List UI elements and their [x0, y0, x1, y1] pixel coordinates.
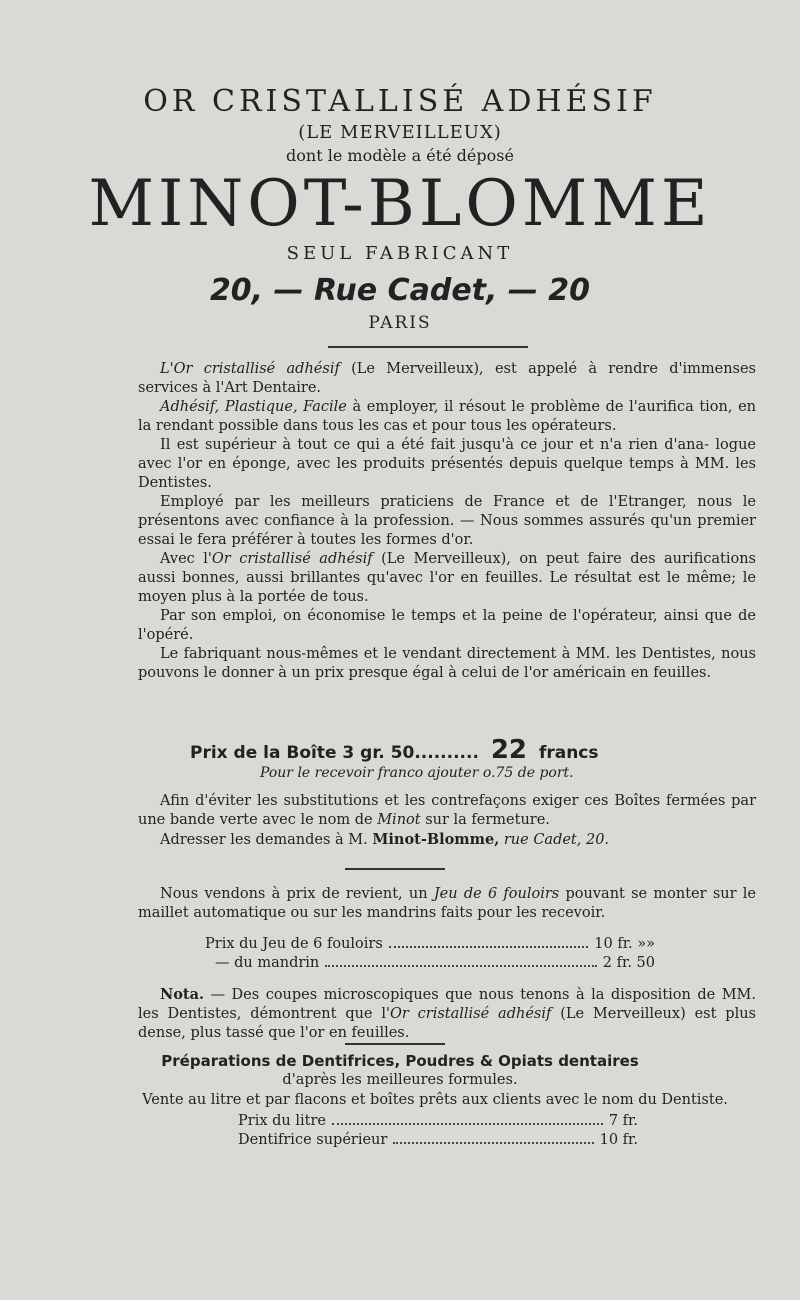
emphasis: rue Cadet, 20. [499, 832, 610, 848]
intro-section [138, 360, 756, 683]
row-price: 7 fr. [608, 1113, 638, 1129]
leader-dots [389, 935, 588, 948]
emphasis: Adhésif, Plastique, Facile [160, 399, 347, 415]
emphasis: Or cristallisé adhésif [211, 551, 373, 567]
paragraph [138, 985, 756, 1043]
text: pouvant se monter sur le maillet automatique ou sur les mandrins faits pour les recevoir. [138, 886, 757, 921]
paragraph: Employé par les meilleurs praticiens de France et de l'Etranger, nous le présentons avec confiance à la profession. — Nous sommes assurés qu'un premier essai le fera préférer à toutes les formes d'or. [138, 494, 756, 548]
text: (Le Merveilleux), on peut faire des aurifications aussi bonnes, aussi brillantes qu'avec l'or en feuilles. Le résultat est le même; le moyen plus à la portée de tous. [138, 551, 756, 605]
paragraph: Il est supérieur à tout ce qui a été fait jusqu'à ce jour et n'a rien d'ana- logue avec l'or en éponge, avec les produits présentés depuis quelque temps à MM. les Dentistes. [138, 437, 756, 491]
row-label: — du mandrin [215, 955, 320, 971]
row-label: Dentifrice supérieur [238, 1132, 388, 1148]
subtitle-note: dont le modèle a été déposé [286, 146, 514, 165]
tools-section [138, 885, 756, 923]
text: Nous vendons à prix de revient, un [160, 886, 434, 902]
ordering-section [138, 792, 756, 850]
text: Adresser les demandes à M. [160, 832, 373, 848]
row-label: Prix du litre [238, 1113, 326, 1129]
price-row [205, 954, 655, 973]
row-price: 10 fr. [599, 1132, 638, 1148]
dentifrice-price-table [238, 1112, 638, 1150]
emphasis: Jeu de 6 fouloirs [433, 886, 560, 902]
paragraph: Par son emploi, on économise le temps et la peine de l'opérateur, ainsi que de l'opéré. [138, 608, 756, 643]
leader-dots [325, 954, 597, 967]
tools-price-table [205, 935, 655, 973]
leader-dots [393, 1131, 593, 1144]
text: à employer, il résout le problème de l'aurifica tion, en la rendant possible dans tous les cas et pour tous les opérateurs. [138, 399, 756, 434]
section-title: Préparations de Dentifrices, Poudres & Opiats dentaires [161, 1052, 639, 1070]
text: (Le Merveilleux) est plus dense, plus tassé que l'or en feuilles. [138, 1006, 756, 1041]
bold-name: Minot-Blomme, [372, 831, 500, 848]
paragraph [138, 360, 756, 398]
divider [345, 868, 445, 870]
brand-name: MINOT-BLOMME [88, 167, 712, 241]
text: Avec l' [160, 551, 212, 567]
city: PARIS [368, 313, 432, 333]
price-label: Prix de la Boîte 3 gr. 50.......... [190, 743, 479, 763]
brand-subtitle: SEUL FABRICANT [286, 243, 514, 264]
section-text: Vente au litre et par flacons et boîtes prêts aux clients avec le nom du Dentiste. [142, 1092, 728, 1108]
row-price: 10 fr. »» [594, 936, 655, 952]
section-subtitle: d'après les meilleures formules. [282, 1072, 518, 1088]
price-amount: 22 [490, 735, 528, 765]
price-note: Pour le recevoir franco ajouter o.75 de port. [260, 765, 574, 781]
emphasis: Minot [377, 812, 421, 828]
price-row [238, 1112, 638, 1131]
address: 20, — Rue Cadet, — 20 [209, 273, 591, 308]
nota-section [138, 985, 756, 1043]
emphasis: L'Or cristallisé adhésif [160, 361, 340, 377]
text: Afin d'éviter les substitutions et les contrefaçons exiger ces Boîtes fermées par une bande verte avec le nom de [138, 793, 756, 828]
price-row [238, 1131, 638, 1150]
paragraph [138, 792, 756, 830]
leader-dots [332, 1112, 603, 1125]
text: sur la fermeture. [420, 812, 550, 828]
divider [328, 346, 528, 348]
paragraph: Le fabriquant nous-mêmes et le vendant directement à MM. les Dentistes, nous pouvons le donner à un prix presque égal à celui de l'or américain en feuilles. [138, 646, 756, 681]
page-title: OR CRISTALLISÉ ADHÉSIF [143, 84, 657, 119]
divider [345, 1043, 445, 1045]
emphasis: Or cristallisé adhésif [390, 1006, 552, 1022]
paragraph [138, 550, 756, 607]
paragraph [138, 398, 756, 436]
text: — Des coupes microscopiques que nous tenons à la disposition de MM. les Dentistes, démontrent que l' [138, 987, 756, 1022]
row-price: 2 fr. 50 [602, 955, 655, 971]
paragraph [138, 885, 756, 923]
paragraph [138, 830, 756, 850]
price-row [205, 935, 655, 954]
row-label: Prix du Jeu de 6 fouloirs [205, 936, 383, 952]
price-line [190, 735, 599, 765]
subtitle: (LE MERVEILLEUX) [298, 122, 502, 143]
price-unit: francs [538, 743, 599, 763]
text: (Le Merveilleux), est appelé à rendre d'immenses services à l'Art Dentaire. [138, 361, 756, 396]
nota-label: Nota. [160, 986, 205, 1003]
